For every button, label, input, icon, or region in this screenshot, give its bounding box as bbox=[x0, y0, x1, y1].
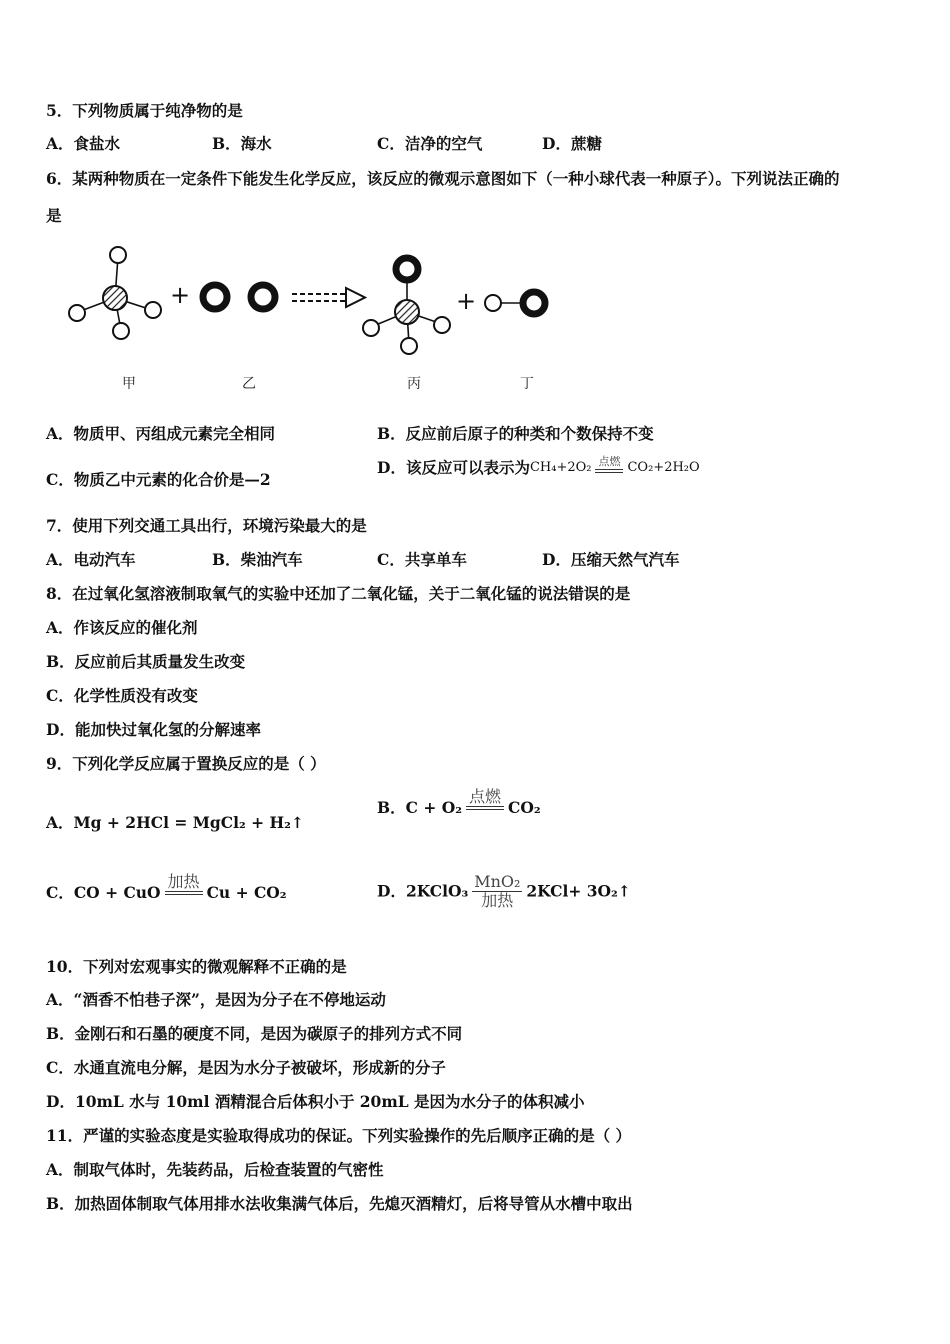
q9-d-condition bbox=[472, 873, 522, 910]
q10-stem: 10．下列对宏观事实的微观解释不正确的是 bbox=[46, 957, 347, 976]
q6-option-c: C．物质乙中元素的化合价是—2 bbox=[46, 470, 271, 489]
q9-d-cond-top: MnO₂ bbox=[474, 872, 521, 891]
q9-option-c bbox=[46, 873, 287, 903]
label-yi: 乙 bbox=[242, 376, 256, 392]
label-ding: 丁 bbox=[520, 376, 534, 392]
q8-option-a: A．作该反应的催化剂 bbox=[46, 618, 198, 637]
q6-d-condition bbox=[595, 455, 623, 478]
q9-d-left: D．2KClO₃ bbox=[377, 881, 469, 901]
q5-option-c: C．洁净的空气 bbox=[377, 134, 483, 153]
q9-option-a: A．Mg + 2HCl = MgCl₂ + H₂↑ bbox=[46, 813, 304, 832]
q11-stem: 11．严谨的实验态度是实验取得成功的保证。下列实验操作的先后顺序正确的是（ ） bbox=[46, 1126, 631, 1145]
svg-text:+: + bbox=[170, 281, 191, 309]
reaction-arrow bbox=[292, 288, 365, 307]
q10-option-d: D．10mL 水与 10ml 酒精混合后体积小于 20mL 是因为水分子的体积减小 bbox=[46, 1092, 585, 1111]
q9-c-left: C．CO + CuO bbox=[46, 883, 161, 902]
q5-option-d: D．蔗糖 bbox=[542, 134, 602, 153]
q5-option-a: A．食盐水 bbox=[46, 134, 121, 153]
q9-c-right: Cu + CO₂ bbox=[206, 883, 287, 902]
q6-d-left: CH₄+2O₂ bbox=[529, 460, 592, 475]
q7-stem: 7．使用下列交通工具出行，环境污染最大的是 bbox=[46, 516, 367, 535]
q8-option-c: C．化学性质没有改变 bbox=[46, 686, 198, 705]
q10-option-b: B．金刚石和石墨的硬度不同，是因为碳原子的排列方式不同 bbox=[46, 1024, 463, 1043]
q9-b-condition bbox=[466, 788, 504, 818]
q9-option-d bbox=[377, 873, 631, 910]
q8-stem: 8．在过氧化氢溶液制取氧气的实验中还加了二氧化锰，关于二氧化锰的说法错误的是 bbox=[46, 584, 631, 603]
molecule-bing bbox=[363, 258, 450, 354]
q9-d-cond-bot: 加热 bbox=[481, 891, 514, 910]
q8-option-d: D．能加快过氧化氢的分解速率 bbox=[46, 720, 261, 739]
q11-option-b: B．加热固体制取气体用排水法收集满气体后，先熄灭酒精灯，后将导管从水槽中取出 bbox=[46, 1194, 633, 1213]
label-jia: 甲 bbox=[122, 376, 136, 392]
q6-option-b: B．反应前后原子的种类和个数保持不变 bbox=[377, 424, 654, 443]
q9-b-cond-text: 点燃 bbox=[469, 787, 502, 806]
q8-option-b: B．反应前后其质量发生改变 bbox=[46, 652, 246, 671]
svg-text:+: + bbox=[456, 287, 477, 315]
q9-stem: 9．下列化学反应属于置换反应的是（ ） bbox=[46, 754, 326, 773]
q9-b-right: CO₂ bbox=[508, 798, 541, 817]
q9-d-right: 2KCl+ 3O₂↑ bbox=[526, 881, 631, 901]
q5-option-b: B．海水 bbox=[212, 134, 272, 153]
q5-stem: 5．下列物质属于纯净物的是 bbox=[46, 101, 243, 120]
molecule-ding bbox=[485, 292, 545, 314]
q6-stem-line1: 6．某两种物质在一定条件下能发生化学反应，该反应的微观示意图如下（一种小球代表一种原子）。下列说法正确的 bbox=[46, 169, 840, 188]
q6-option-a: A．物质甲、丙组成元素完全相同 bbox=[46, 424, 276, 443]
q9-c-cond-text: 加热 bbox=[167, 872, 200, 891]
molecule-yi bbox=[203, 285, 275, 309]
q10-option-c: C．水通直流电分解，是因为水分子被破坏，形成新的分子 bbox=[46, 1058, 446, 1077]
q10-option-a: A．“酒香不怕巷子深”，是因为分子在不停地运动 bbox=[46, 990, 386, 1009]
q7-option-b: B．柴油汽车 bbox=[212, 550, 303, 569]
q11-option-a: A．制取气体时，先装药品，后检查装置的气密性 bbox=[46, 1160, 384, 1179]
q7-option-a: A．电动汽车 bbox=[46, 550, 136, 569]
q7-option-c: C．共享单车 bbox=[377, 550, 467, 569]
label-bing: 丙 bbox=[407, 376, 421, 392]
q9-option-b bbox=[377, 788, 541, 818]
q6-option-d bbox=[377, 455, 700, 478]
q6-stem-line2: 是 bbox=[46, 206, 62, 225]
q7-option-d: D．压缩天然气汽车 bbox=[542, 550, 680, 569]
q6-d-prefix: D．该反应可以表示为 bbox=[377, 458, 530, 477]
molecule-jia bbox=[69, 247, 161, 339]
q6-d-right: CO₂+2H₂O bbox=[627, 460, 700, 475]
q6-d-cond-text: 点燃 bbox=[598, 455, 621, 468]
q9-b-left: B．C + O₂ bbox=[377, 798, 463, 817]
q9-c-condition bbox=[165, 873, 203, 903]
reaction-diagram bbox=[60, 240, 560, 370]
